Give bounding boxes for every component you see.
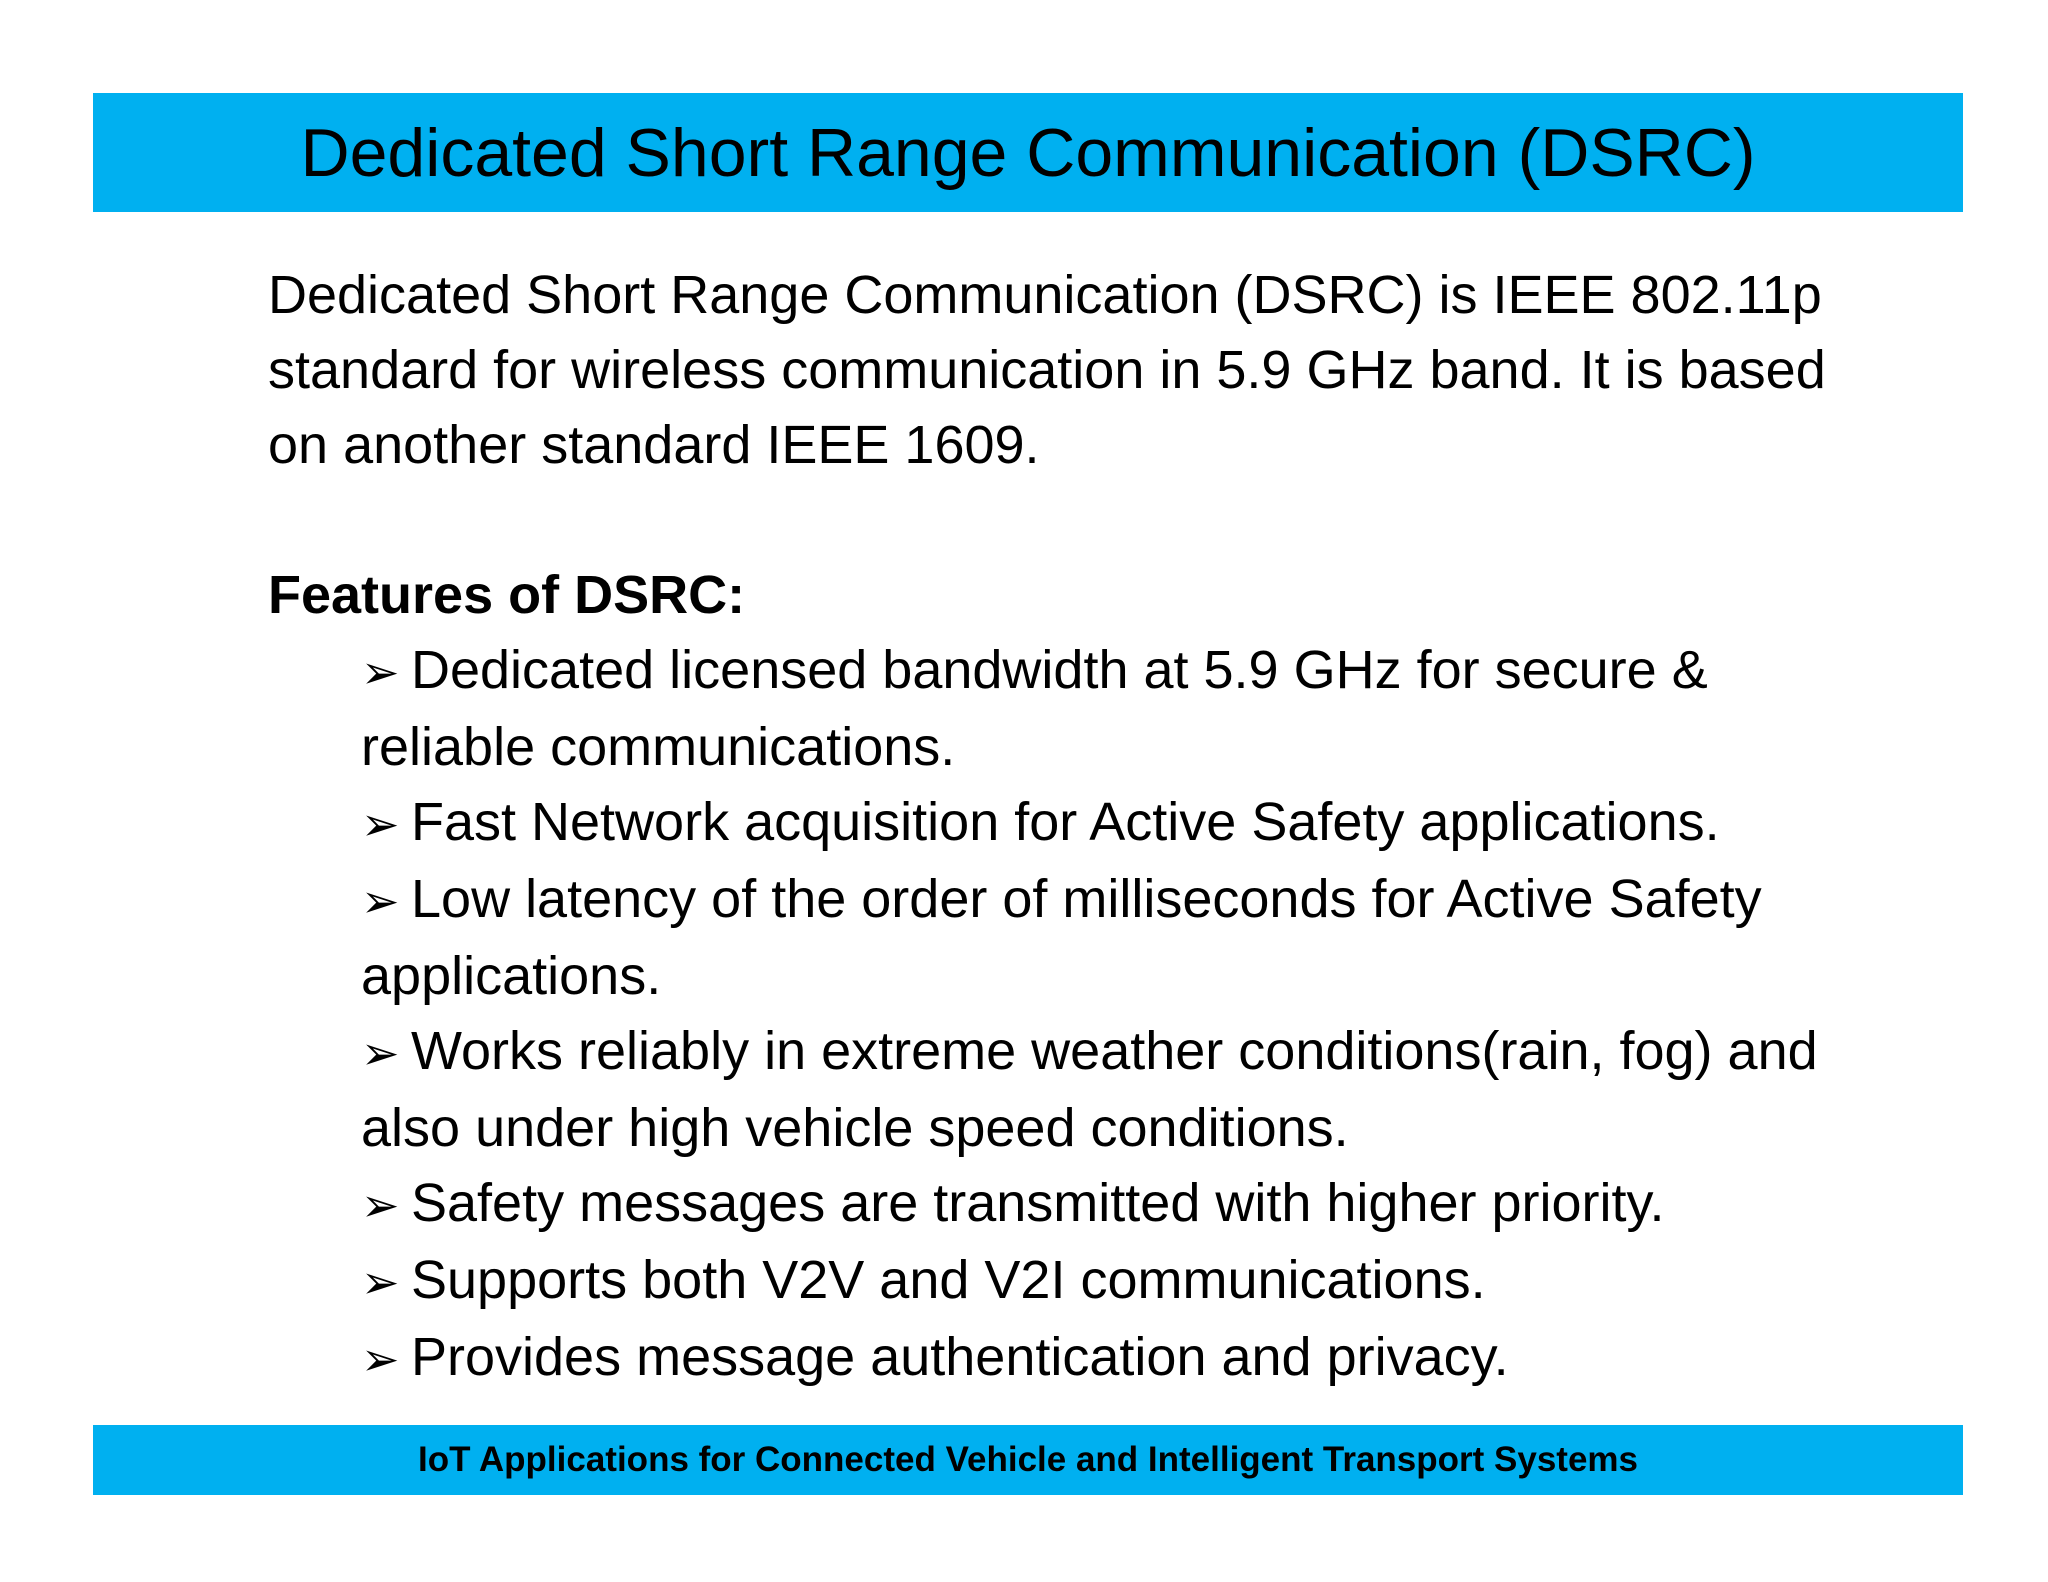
intro-paragraph: Dedicated Short Range Communication (DSRC) is IEEE 802.11p standard for wireless communication in 5.9 GHz band. It is based on another standard IEEE 1609. [268,265,1826,475]
feature-item [361,1243,1828,1320]
footer-bar [93,1425,1963,1495]
title-bar [93,93,1963,212]
feature-item [361,1320,1828,1397]
slide-content [268,258,1828,1397]
arrow-bullet-icon: ➢ [361,797,400,851]
feature-text: Low latency of the order of milliseconds for Active Safety applications. [361,869,1762,1006]
features-list [268,633,1828,1397]
arrow-bullet-icon: ➢ [361,1255,400,1309]
feature-item [361,1014,1828,1166]
arrow-bullet-icon: ➢ [361,1026,400,1080]
feature-item [361,785,1828,862]
arrow-bullet-icon: ➢ [361,1178,400,1232]
feature-item [361,1166,1828,1243]
feature-text: Supports both V2V and V2I communications. [411,1250,1486,1310]
arrow-bullet-icon: ➢ [361,1332,400,1386]
feature-text: Safety messages are transmitted with higher priority. [411,1173,1665,1233]
features-heading: Features of DSRC: [268,565,746,625]
feature-item [361,862,1828,1014]
feature-text: Works reliably in extreme weather conditions(rain, fog) and also under high vehicle speed conditions. [361,1021,1818,1158]
arrow-bullet-icon: ➢ [361,874,400,928]
feature-text: Fast Network acquisition for Active Safety applications. [411,792,1720,852]
feature-text: Provides message authentication and privacy. [411,1327,1509,1387]
feature-text: Dedicated licensed bandwidth at 5.9 GHz for secure & reliable communications. [361,640,1708,777]
feature-item [361,633,1828,785]
arrow-bullet-icon: ➢ [361,645,400,699]
footer-text: IoT Applications for Connected Vehicle and Intelligent Transport Systems [417,1440,1639,1479]
slide-title: Dedicated Short Range Communication (DSRC) [300,114,1756,191]
